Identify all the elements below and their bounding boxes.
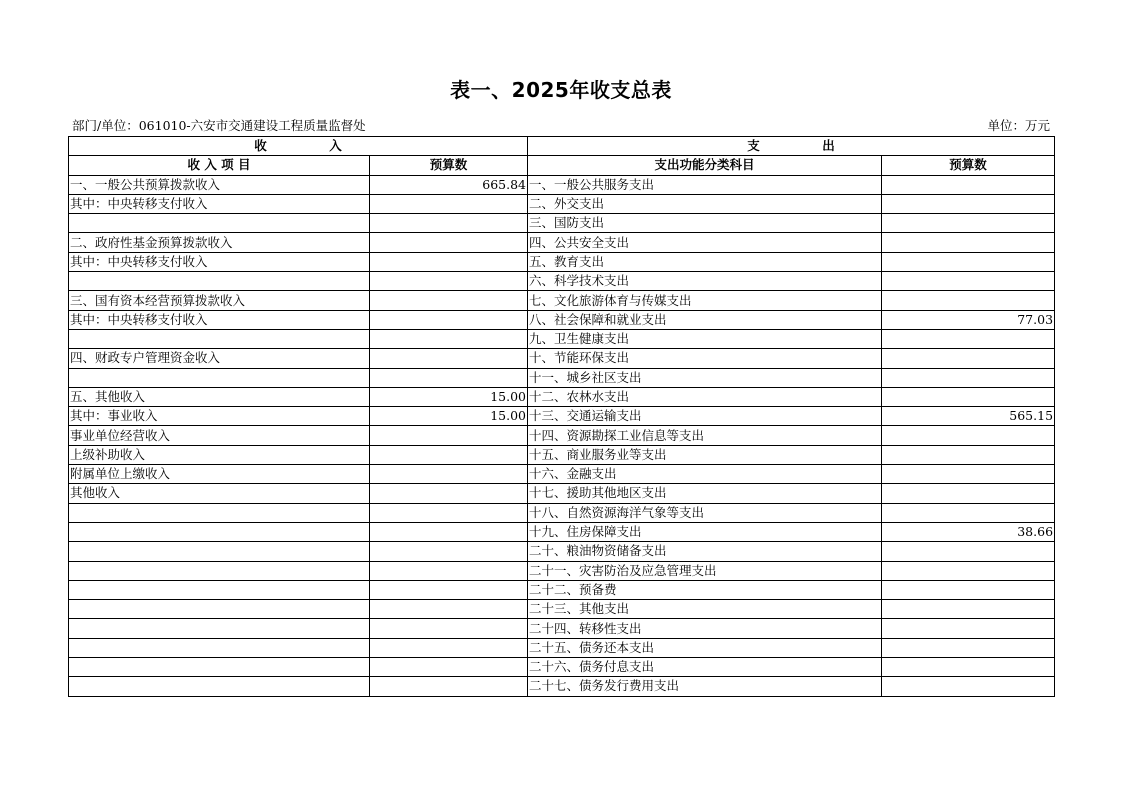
table-row (69, 252, 1055, 271)
income-amount-cell (370, 252, 528, 271)
expense-item-cell: 十八、自然资源海洋气象等支出 (528, 503, 882, 522)
income-amount-cell: 665.84 (370, 175, 528, 194)
table-row (69, 194, 1055, 213)
expense-amount-cell (882, 619, 1055, 638)
income-item-cell (69, 658, 370, 677)
expense-amount-cell: 38.66 (882, 522, 1055, 541)
income-item-cell: 附属单位上缴收入 (69, 465, 370, 484)
expense-item-cell: 十六、金融支出 (528, 465, 882, 484)
table-row (69, 214, 1055, 233)
income-amount-header: 预算数 (370, 156, 528, 175)
income-item-cell (69, 368, 370, 387)
expense-amount-cell (882, 329, 1055, 348)
expense-amount-cell (882, 445, 1055, 464)
unit-label: 单位：万元 (987, 118, 1050, 133)
expense-item-cell: 六、科学技术支出 (528, 272, 882, 291)
table-row (69, 580, 1055, 599)
income-item-cell (69, 329, 370, 348)
expense-item-cell: 九、卫生健康支出 (528, 329, 882, 348)
income-amount-cell (370, 677, 528, 696)
income-amount-cell: 15.00 (370, 407, 528, 426)
expense-item-cell: 十三、交通运输支出 (528, 407, 882, 426)
table-row (69, 407, 1055, 426)
expense-amount-cell (882, 580, 1055, 599)
expense-amount-cell (882, 272, 1055, 291)
income-item-cell: 一、一般公共预算拨款收入 (69, 175, 370, 194)
table-row (69, 638, 1055, 657)
table-row (69, 542, 1055, 561)
income-item-cell (69, 677, 370, 696)
expense-amount-cell (882, 368, 1055, 387)
expense-amount-cell (882, 233, 1055, 252)
expense-item-cell: 二十四、转移性支出 (528, 619, 882, 638)
table-row (69, 387, 1055, 406)
expense-item-cell: 十四、资源勘探工业信息等支出 (528, 426, 882, 445)
income-item-cell: 二、政府性基金预算拨款收入 (69, 233, 370, 252)
income-amount-cell (370, 445, 528, 464)
table-row (69, 658, 1055, 677)
income-item-cell (69, 619, 370, 638)
table-row (69, 349, 1055, 368)
expense-amount-cell (882, 658, 1055, 677)
income-item-cell (69, 272, 370, 291)
income-amount-cell (370, 619, 528, 638)
table-row (69, 175, 1055, 194)
expense-item-cell: 四、公共安全支出 (528, 233, 882, 252)
expense-item-cell: 二十五、债务还本支出 (528, 638, 882, 657)
income-amount-cell (370, 310, 528, 329)
income-item-cell: 四、财政专户管理资金收入 (69, 349, 370, 368)
table-row (69, 484, 1055, 503)
expense-amount-cell (882, 600, 1055, 619)
table-row (69, 619, 1055, 638)
expense-amount-cell (882, 426, 1055, 445)
table-row (69, 368, 1055, 387)
income-item-cell: 其他收入 (69, 484, 370, 503)
expense-item-header: 支出功能分类科目 (528, 156, 882, 175)
income-amount-cell: 15.00 (370, 387, 528, 406)
table-row (69, 503, 1055, 522)
budget-summary-table (68, 136, 1055, 697)
table-row (69, 310, 1055, 329)
expense-group-header: 支 出 (528, 137, 1055, 156)
income-amount-cell (370, 426, 528, 445)
department-label: 部门/单位：061010-六安市交通建设工程质量监督处 (72, 118, 366, 133)
table-row (69, 445, 1055, 464)
expense-item-cell: 七、文化旅游体育与传媒支出 (528, 291, 882, 310)
group-header-row (69, 137, 1055, 156)
expense-amount-cell (882, 387, 1055, 406)
expense-amount-cell (882, 677, 1055, 696)
income-item-cell (69, 542, 370, 561)
table-row (69, 426, 1055, 445)
income-amount-cell (370, 503, 528, 522)
expense-amount-cell (882, 465, 1055, 484)
income-item-cell: 三、国有资本经营预算拨款收入 (69, 291, 370, 310)
income-item-cell: 其中：中央转移支付收入 (69, 310, 370, 329)
income-amount-cell (370, 522, 528, 541)
table-row (69, 522, 1055, 541)
table-row (69, 233, 1055, 252)
expense-item-cell: 五、教育支出 (528, 252, 882, 271)
expense-item-cell: 二十二、预备费 (528, 580, 882, 599)
expense-amount-cell (882, 291, 1055, 310)
table-row (69, 329, 1055, 348)
table-row (69, 291, 1055, 310)
expense-item-cell: 十二、农林水支出 (528, 387, 882, 406)
expense-item-cell: 十九、住房保障支出 (528, 522, 882, 541)
income-amount-cell (370, 638, 528, 657)
expense-amount-cell (882, 252, 1055, 271)
income-item-cell (69, 580, 370, 599)
income-amount-cell (370, 291, 528, 310)
column-header-row (69, 156, 1055, 175)
expense-amount-cell (882, 194, 1055, 213)
income-item-cell: 其中：中央转移支付收入 (69, 252, 370, 271)
expense-amount-cell (882, 561, 1055, 580)
table-body (69, 175, 1055, 696)
income-amount-cell (370, 329, 528, 348)
income-item-cell (69, 561, 370, 580)
income-item-cell: 事业单位经营收入 (69, 426, 370, 445)
income-amount-cell (370, 349, 528, 368)
expense-item-cell: 十七、援助其他地区支出 (528, 484, 882, 503)
income-amount-cell (370, 272, 528, 291)
income-item-cell: 其中：事业收入 (69, 407, 370, 426)
income-item-cell (69, 600, 370, 619)
expense-amount-cell: 565.15 (882, 407, 1055, 426)
income-amount-cell (370, 484, 528, 503)
expense-amount-cell (882, 484, 1055, 503)
income-amount-cell (370, 465, 528, 484)
expense-amount-cell (882, 175, 1055, 194)
expense-item-cell: 三、国防支出 (528, 214, 882, 233)
expense-item-cell: 二十六、债务付息支出 (528, 658, 882, 677)
expense-amount-cell (882, 214, 1055, 233)
income-amount-cell (370, 368, 528, 387)
income-item-cell (69, 522, 370, 541)
table-row (69, 272, 1055, 291)
income-amount-cell (370, 600, 528, 619)
expense-amount-cell: 77.03 (882, 310, 1055, 329)
expense-amount-cell (882, 542, 1055, 561)
income-group-header: 收 入 (69, 137, 528, 156)
expense-item-cell: 二、外交支出 (528, 194, 882, 213)
expense-amount-cell (882, 638, 1055, 657)
table-row (69, 600, 1055, 619)
expense-item-cell: 二十三、其他支出 (528, 600, 882, 619)
expense-item-cell: 一、一般公共服务支出 (528, 175, 882, 194)
expense-item-cell: 八、社会保障和就业支出 (528, 310, 882, 329)
income-amount-cell (370, 233, 528, 252)
expense-amount-cell (882, 349, 1055, 368)
expense-item-cell: 十一、城乡社区支出 (528, 368, 882, 387)
expense-item-cell: 十、节能环保支出 (528, 349, 882, 368)
income-item-header: 收 入 项 目 (69, 156, 370, 175)
page-title: 表一、2025年收支总表 (450, 78, 672, 102)
expense-amount-cell (882, 503, 1055, 522)
income-item-cell (69, 503, 370, 522)
income-item-cell: 其中：中央转移支付收入 (69, 194, 370, 213)
income-item-cell (69, 638, 370, 657)
table-row (69, 561, 1055, 580)
expense-item-cell: 二十、粮油物资储备支出 (528, 542, 882, 561)
income-amount-cell (370, 561, 528, 580)
income-item-cell: 上级补助收入 (69, 445, 370, 464)
income-item-cell (69, 214, 370, 233)
income-amount-cell (370, 194, 528, 213)
expense-item-cell: 十五、商业服务业等支出 (528, 445, 882, 464)
table-row (69, 677, 1055, 696)
income-amount-cell (370, 214, 528, 233)
table-row (69, 465, 1055, 484)
expense-item-cell: 二十一、灾害防治及应急管理支出 (528, 561, 882, 580)
expense-amount-header: 预算数 (882, 156, 1055, 175)
income-amount-cell (370, 658, 528, 677)
expense-item-cell: 二十七、债务发行费用支出 (528, 677, 882, 696)
income-item-cell: 五、其他收入 (69, 387, 370, 406)
income-amount-cell (370, 580, 528, 599)
income-amount-cell (370, 542, 528, 561)
